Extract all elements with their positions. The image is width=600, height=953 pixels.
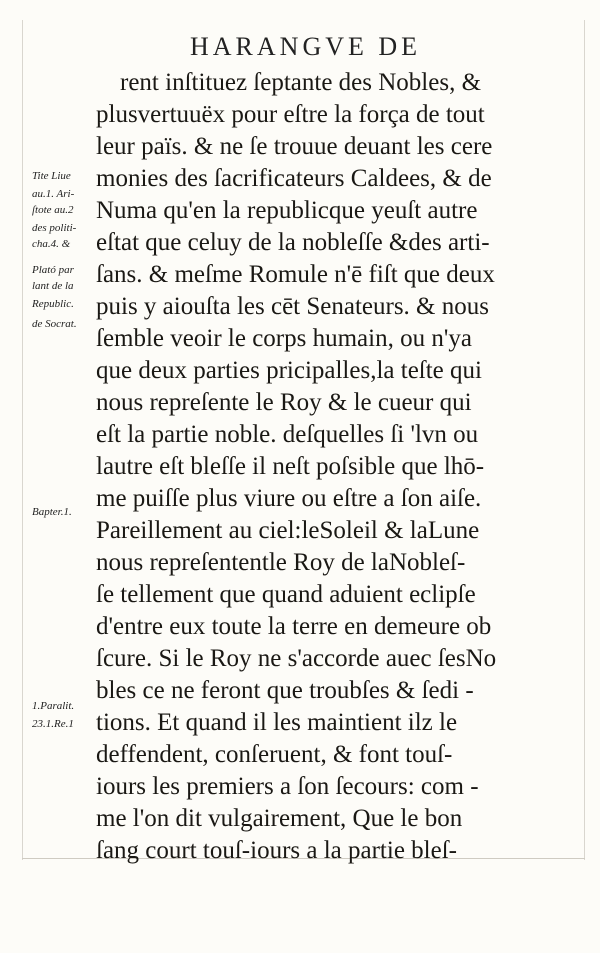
body-line: tions. Et quand il les maintient ilz le (96, 709, 458, 736)
running-title: HARANGVE DE (190, 32, 422, 61)
margin-note: au.1. Ari- (32, 188, 75, 200)
margin-note: des politi- (32, 222, 77, 234)
body-line: eſtat que celuy de la nobleſſe &des arti- (96, 229, 490, 256)
body-line: que deux parties pricipalles,la teſte qui (96, 357, 482, 384)
body-line: monies des ſacrificateurs Caldees, & de (96, 165, 492, 192)
body-line: iours les premiers a ſon ſecours: com - (96, 773, 479, 800)
body-line: plusvertuuëx pour eſtre la força de tout (96, 101, 485, 128)
body-line: eſt la partie noble. deſquelles ſi 'lvn ou (96, 421, 479, 448)
body-line: ſang court touſ-iours a la partie bleſ- (96, 837, 457, 864)
margin-note: 1.Paralit. (32, 700, 75, 712)
body-line: Pareillement au ciel:leSoleil & laLune (96, 517, 480, 544)
margin-note: Bapter.1. (32, 506, 72, 518)
body-line: ſans. & meſme Romule n'ē fiſt que deux (96, 261, 495, 288)
margin-note: ſtote au.2 (32, 204, 74, 216)
margin-note: Plató par (32, 264, 74, 276)
body-line: leur païs. & ne ſe trouue deuant les cere (96, 133, 493, 160)
body-line: puis y aiouſta les cēt Senateurs. & nous (96, 293, 489, 320)
body-line: me l'on dit vulgairement, Que le bon (96, 805, 463, 832)
margin-note: Republic. (32, 298, 74, 310)
body-line: d'entre eux toute la terre en demeure ob (96, 613, 492, 640)
body-line: rent inſtituez ſeptante des Nobles, & (120, 69, 482, 96)
body-line: nous repreſententle Roy de laNobleſ- (96, 549, 466, 576)
margin-note: Tite Liue (32, 170, 71, 182)
margin-note: 23.1.Re.1 (32, 718, 74, 730)
body-line: Numa qu'en la republicque yeuſt autre (96, 197, 478, 224)
body-line: nous repreſente le Roy & le cueur qui (96, 389, 472, 416)
body-line: deffendent, conſeruent, & font touſ- (96, 741, 453, 768)
margin-note: lant de la (32, 280, 74, 292)
body-line: ſe tellement que quand aduient eclipſe (96, 581, 476, 608)
body-line: me puiſſe plus viure ou eſtre a ſon aiſe. (96, 485, 482, 512)
margin-note: de Socrat. (32, 318, 77, 330)
body-line: ſemble veoir le corps humain, ou n'ya (96, 325, 472, 352)
body-line: bles ce ne feront que troubſes & ſedi - (96, 677, 474, 704)
body-line: lautre eſt bleſſe il neſt poſsible que lhō- (96, 453, 485, 480)
margin-note: cha.4. & (32, 238, 71, 250)
body-line: ſcure. Si le Roy ne s'accorde auec ſesNo (96, 645, 497, 672)
